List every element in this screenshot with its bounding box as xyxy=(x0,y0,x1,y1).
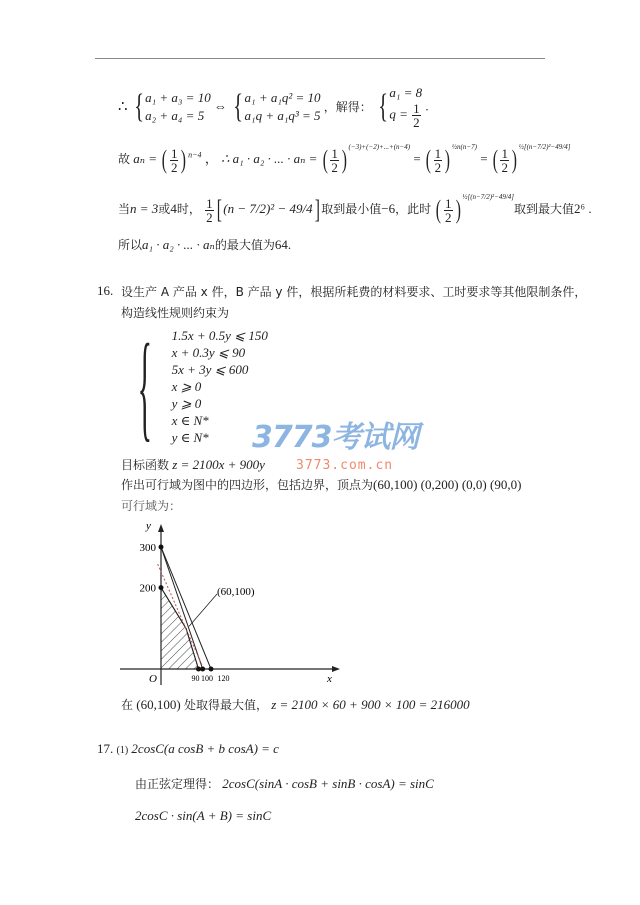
product-expr: ∴ a₁ · a₂ · ... · aₙ = xyxy=(221,151,318,166)
equals: = xyxy=(413,151,421,166)
tick-point xyxy=(159,585,164,590)
feasible-region xyxy=(161,588,199,669)
max-value: 2⁶ xyxy=(574,201,586,216)
equation: a₁ + a₁q² = 10 xyxy=(244,89,321,105)
exponent: n−4 xyxy=(188,150,202,160)
x-tick-label: 100 xyxy=(201,674,214,683)
text: 目标函数 xyxy=(121,458,170,472)
result-line xyxy=(121,696,470,713)
equation-system-2: { a₁ + a₁q² = 10 a₁q + a₁q³ = 5 xyxy=(233,87,321,125)
y-axis-label: y xyxy=(146,520,151,532)
text: ，此时 xyxy=(395,202,432,216)
text: 由正弦定理得： xyxy=(135,777,220,791)
constraint: 5x + 3y ⩽ 600 xyxy=(171,361,249,377)
tick-point xyxy=(159,544,164,549)
constraint: y ∈ N* xyxy=(171,429,209,445)
fraction-den: 2 xyxy=(501,159,508,175)
objective-function: z = 2100x + 900y xyxy=(172,457,265,472)
fraction-den: 2 xyxy=(331,159,338,175)
solution-system: { a₁ = 8 q = $\frac{1}{2}$ xyxy=(378,85,423,130)
equation: a₁q + a₁q³ = 5 xyxy=(244,107,321,123)
problem-number: 17. xyxy=(97,741,114,756)
constraint: y ⩾ 0 xyxy=(171,395,202,411)
an-expr: aₙ = xyxy=(133,151,158,166)
x-tick-label: 90 xyxy=(191,674,200,683)
text: 当 xyxy=(118,202,131,216)
equivalence-symbol: ⇔ xyxy=(213,98,227,114)
period: . xyxy=(425,98,429,114)
value: 64. xyxy=(274,237,292,252)
solve-label: ，解得： xyxy=(323,100,372,114)
text: 作出可行域为图中的四边形，包括边界，顶点为 xyxy=(121,478,374,492)
y-tick-label: 300 xyxy=(139,541,156,554)
condition: n = 3 xyxy=(130,201,159,216)
equation-system-1: { a₁ + a₃ = 10 a₂ + a₄ = 5 xyxy=(134,87,211,125)
exponent: ½[(n−7/2)²−49/4] xyxy=(462,193,515,201)
text: 处取得最大值， xyxy=(183,698,268,712)
solution-a1: a₁ = 8 xyxy=(389,85,423,100)
fraction-den: 2 xyxy=(413,115,420,130)
expression: a₁ · a₂ · ... · aₙ xyxy=(142,237,215,252)
equation: a₁ + a₃ = 10 xyxy=(145,89,211,105)
text: 取到最小值 xyxy=(321,202,382,216)
constraint: 1.5x + 0.5y ⩽ 150 xyxy=(171,327,268,343)
expression: (n − 7/2)² − 49/4 xyxy=(223,201,313,216)
exponent: ½n(n−7) xyxy=(451,143,477,151)
fraction-num: 1 xyxy=(445,195,452,211)
equation: 2cosC(a cosB + b cosA) = c xyxy=(131,741,279,756)
annotation-arrow xyxy=(189,594,217,626)
y-axis-arrow xyxy=(158,524,164,532)
exponent: ½[(n−7/2)²−49/4] xyxy=(518,143,571,151)
text: 在 xyxy=(121,698,134,712)
fraction-den: 2 xyxy=(170,159,178,175)
vertices: (60,100) (0,200) (0,0) (90,0) xyxy=(373,477,522,492)
region-label: 可行域为： xyxy=(121,499,182,513)
header-rule xyxy=(95,58,545,59)
constraint-system: { 1.5x + 0.5y ⩽ 150 x + 0.3y ⩽ 90 5x + 3y ⩽ 600 x ⩾ 0 y ⩾ 0 x ∈ N* y ∈ N* xyxy=(137,319,268,452)
text: 所以 xyxy=(118,238,143,252)
fraction-den: 2 xyxy=(445,209,452,225)
equation: 2cosC(sinA · cosB + sinB · cosA) = sinC xyxy=(222,776,434,791)
equals: = xyxy=(480,151,488,166)
x-tick-label: 120 xyxy=(217,674,230,683)
text: 取到最大值 xyxy=(514,202,575,216)
exponent: (−3)+(−2)+...+(n−4) xyxy=(348,143,411,151)
result-expression: z = 2100 × 60 + 900 × 100 = 216000 xyxy=(271,697,470,712)
tick-point xyxy=(209,667,214,672)
solution-q: q = xyxy=(389,106,408,122)
point: (60,100) xyxy=(136,697,181,712)
constraint: x + 0.3y ⩽ 90 xyxy=(171,344,246,360)
text: 的最大值为 xyxy=(214,238,275,252)
watermark-url: 3773.com.cn xyxy=(296,458,394,473)
y-tick-label: 200 xyxy=(139,582,156,595)
fraction-den: 2 xyxy=(206,209,213,225)
subpart: (1) xyxy=(116,745,129,756)
number: 4 xyxy=(170,201,177,216)
text: 故 xyxy=(118,152,131,166)
annotation-label: (60,100) xyxy=(217,586,255,598)
text: 时， xyxy=(176,202,201,216)
system-line xyxy=(118,84,429,129)
formula-line-an: 故 aₙ = ( $\frac{1}{2}$ ) $^{n-4}$ ， ∴ a₁ · a₂ · ... · aₙ = ( $\frac{1}{2}$ ) $^{(-3)+(-2)+...+(n-4)}$ = ( $\frac{1}{2}$ ) $^{\frac{1}{2}n(n-7)}$ = ( $\frac{1}{2}$ ) $^{\frac{1}{2}[(n-7/2)^2-49/4]}$ xyxy=(118,143,571,175)
conclusion-line xyxy=(118,236,291,253)
x-axis-label: x xyxy=(327,673,332,685)
region-line xyxy=(121,476,521,493)
fraction-num: 1 xyxy=(501,145,508,161)
equation-line xyxy=(135,808,271,824)
problem-number: 16. xyxy=(97,283,114,298)
origin-label: O xyxy=(149,673,157,685)
objective-line xyxy=(121,456,265,473)
fraction-num: 1 xyxy=(413,101,420,116)
equation: a₂ + a₄ = 5 xyxy=(145,107,205,123)
comma: ， xyxy=(204,151,218,166)
fraction-den: 2 xyxy=(434,159,442,175)
text: 或 xyxy=(158,202,171,216)
tick-point xyxy=(200,667,205,672)
constraint: x ∈ N* xyxy=(171,412,209,428)
sine-rule-line xyxy=(135,775,434,792)
min-value: −6 xyxy=(381,201,396,216)
fraction-num: 1 xyxy=(170,145,178,161)
formula-line-min: 当n = 3或4时， $\frac{1}{2}$ [ (n − 7/2)² − 49/4] 取到最小值−6，此时 ( $\frac{1}{2}$ ) $^{\frac{1}{2}[(n-7/2)^2-49/4]}$取到最大值2⁶ . xyxy=(118,193,592,225)
problem-intro-2: 构造线性规则约束为 xyxy=(121,306,230,320)
x-axis-arrow xyxy=(332,666,340,672)
watermark-logo: 3773考试网 xyxy=(252,420,419,455)
equation: 2cosC · sin(A + B) = sinC xyxy=(135,808,272,823)
feasible-region-graph xyxy=(110,515,350,690)
constraint: x ⩾ 0 xyxy=(171,378,202,394)
problem-intro: 设生产 A 产品 x 件，B 产品 y 件，根据所耗费的材料要求、工时要求等其他限制条件， xyxy=(121,285,587,299)
fraction-num: 1 xyxy=(434,145,442,161)
fraction-num: 1 xyxy=(206,195,213,211)
therefore-symbol: ∴ xyxy=(118,99,128,115)
problem-17-line xyxy=(97,741,279,757)
fraction-num: 1 xyxy=(331,145,338,161)
